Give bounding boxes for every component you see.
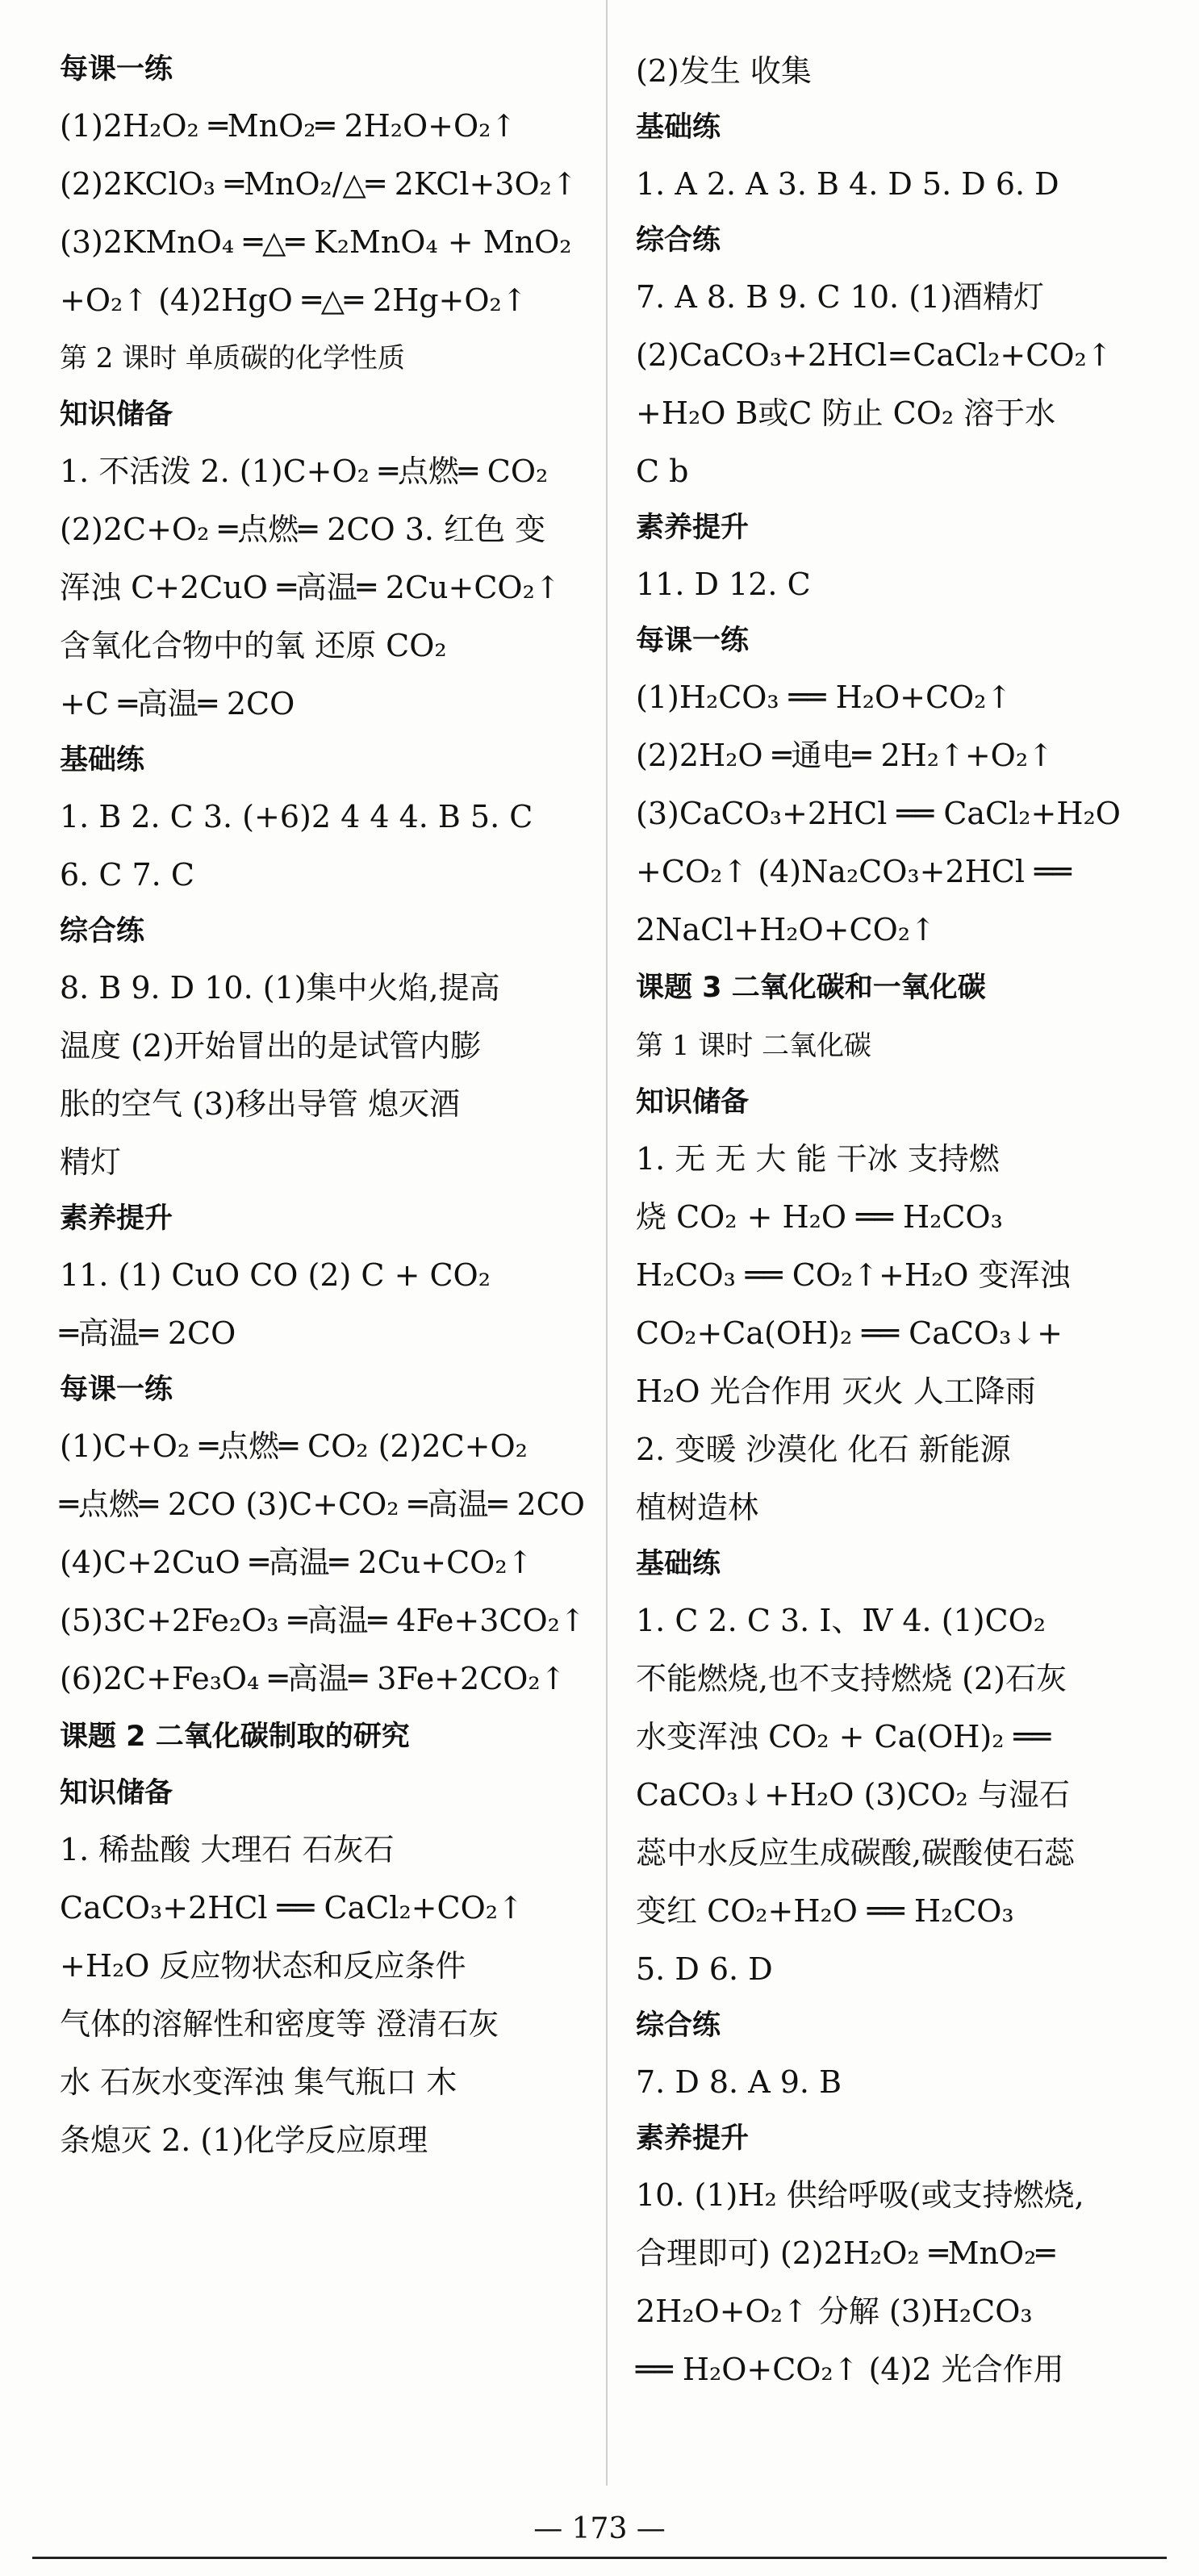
right-column [636, 42, 1160, 2398]
answer-line: (3)2KMnO₄ ═△═ K₂MnO₄ + MnO₂ [60, 224, 572, 260]
answer-line: +H₂O B或C 防止 CO₂ 溶于水 [636, 395, 1056, 431]
lesson-title: 第 1 课时 二氧化碳 [636, 1030, 872, 1062]
answer-line: 水 石灰水变浑浊 集气瓶口 木 [60, 2064, 457, 2100]
answer-line: (2)CaCO₃+2HCl=CaCl₂+CO₂↑ [636, 337, 1113, 373]
answer-line: (2)2KClO₃ ═MnO₂/△═ 2KCl+3O₂↑ [60, 166, 578, 202]
answer-line: C b [636, 454, 689, 489]
answer-line: H₂CO₃ ══ CO₂↑+H₂O 变浑浊 [636, 1257, 1071, 1293]
answer-line: 气体的溶解性和密度等 澄清石灰 [60, 2006, 499, 2042]
section-heading: 每课一练 [636, 625, 750, 657]
answer-line: 8. B 9. D 10. (1)集中火焰,提高 [60, 970, 500, 1006]
section-heading: 综合练 [60, 915, 145, 947]
answer-line: 胀的空气 (3)移出导管 熄灭酒 [60, 1086, 460, 1122]
answer-line: 5. D 6. D [636, 1951, 773, 1987]
answer-line: +O₂↑ (4)2HgO ═△═ 2Hg+O₂↑ [60, 282, 528, 318]
section-heading: 素养提升 [636, 512, 750, 544]
section-heading: 知识储备 [60, 399, 173, 431]
answer-line: CaCO₃+2HCl ══ CaCl₂+CO₂↑ [60, 1890, 524, 1926]
answer-line: (3)CaCO₃+2HCl ══ CaCl₂+H₂O [636, 796, 1121, 831]
lesson-title: 第 2 课时 单质碳的化学性质 [60, 342, 406, 374]
section-heading: 素养提升 [636, 2122, 750, 2155]
section-heading: 每课一练 [60, 1374, 173, 1406]
answer-line: (2)2H₂O ═通电═ 2H₂↑+O₂↑ [636, 738, 1054, 773]
answer-line: +H₂O 反应物状态和反应条件 [60, 1948, 466, 1984]
answer-line: 2. 变暖 沙漠化 化石 新能源 [636, 1432, 1011, 1467]
lesson-title: 课题 3 二氧化碳和一氧化碳 [636, 972, 986, 1004]
answer-line: (4)C+2CuO ═高温═ 2Cu+CO₂↑ [60, 1545, 533, 1580]
answer-line: 1. B 2. C 3. (+6)2 4 4 4. B 5. C [60, 799, 533, 834]
answer-line: 7. A 8. B 9. C 10. (1)酒精灯 [636, 279, 1045, 315]
section-heading: 基础练 [60, 744, 145, 776]
answer-line: 11. (1) CuO CO (2) C + CO₂ [60, 1257, 491, 1293]
answer-line: 水变浑浊 CO₂ + Ca(OH)₂ ══ [636, 1719, 1051, 1754]
answer-line: 精灯 [60, 1144, 122, 1180]
bottom-rule [32, 2557, 1167, 2559]
answer-line: 合理即可) (2)2H₂O₂ ═MnO₂═ [636, 2235, 1055, 2271]
answer-line: 1. 稀盐酸 大理石 石灰石 [60, 1832, 395, 1867]
answer-line: CO₂+Ca(OH)₂ ══ CaCO₃↓+ [636, 1315, 1063, 1351]
section-heading: 知识储备 [636, 1086, 750, 1119]
answer-line: 6. C 7. C [60, 857, 194, 893]
answer-line: ═点燃═ 2CO (3)C+CO₂ ═高温═ 2CO [60, 1487, 585, 1522]
section-heading: 综合练 [636, 224, 721, 257]
left-column [60, 42, 586, 2169]
answer-line: (2)发生 收集 [636, 53, 812, 89]
answer-line: 条熄灭 2. (1)化学反应原理 [60, 2122, 428, 2158]
section-heading: 素养提升 [60, 1202, 173, 1235]
section-heading: 知识储备 [60, 1777, 173, 1809]
column-divider [606, 0, 608, 2486]
answer-line: ═高温═ 2CO [60, 1315, 236, 1351]
section-heading: 基础练 [636, 111, 721, 144]
answer-line: 1. 不活泼 2. (1)C+O₂ ═点燃═ CO₂ [60, 454, 549, 489]
answer-line: 含氧化合物中的氧 还原 CO₂ [60, 628, 447, 663]
answer-line: 11. D 12. C [636, 567, 811, 602]
answer-line: 植树造林 [636, 1490, 759, 1525]
answer-line: 1. 无 无 大 能 干冰 支持燃 [636, 1141, 1000, 1177]
answer-line: (5)3C+2Fe₂O₃ ═高温═ 4Fe+3CO₂↑ [60, 1603, 586, 1638]
answer-line: +CO₂↑ (4)Na₂CO₃+2HCl ══ [636, 854, 1072, 889]
section-heading: 综合练 [636, 2009, 721, 2042]
answer-line: 7. D 8. A 9. B [636, 2064, 842, 2100]
page-number: — 173 — [533, 2512, 666, 2545]
answer-line: (1)2H₂O₂ ═MnO₂═ 2H₂O+O₂↑ [60, 108, 517, 144]
answer-line: 1. A 2. A 3. B 4. D 5. D 6. D [636, 166, 1059, 202]
answer-line: 变红 CO₂+H₂O ══ H₂CO₃ [636, 1893, 1014, 1929]
answer-line: (1)H₂CO₃ ══ H₂O+CO₂↑ [636, 680, 1013, 715]
answer-line: (6)2C+Fe₃O₄ ═高温═ 3Fe+2CO₂↑ [60, 1661, 566, 1696]
answer-line: 2NaCl+H₂O+CO₂↑ [636, 912, 936, 947]
answer-line: (1)C+O₂ ═点燃═ CO₂ (2)2C+O₂ [60, 1428, 528, 1464]
answer-line: 温度 (2)开始冒出的是试管内膨 [60, 1028, 481, 1064]
lesson-title: 课题 2 二氧化碳制取的研究 [60, 1721, 410, 1753]
section-heading: 基础练 [636, 1548, 721, 1580]
answer-line: H₂O 光合作用 灭火 人工降雨 [636, 1374, 1036, 1409]
answer-line: 1. C 2. C 3. Ⅰ、Ⅳ 4. (1)CO₂ [636, 1603, 1046, 1638]
answer-line: ══ H₂O+CO₂↑ (4)2 光合作用 [636, 2352, 1064, 2387]
answer-line: 浑浊 C+2CuO ═高温═ 2Cu+CO₂↑ [60, 570, 561, 605]
answer-line: 2H₂O+O₂↑ 分解 (3)H₂CO₃ [636, 2294, 1033, 2329]
answer-line: 烧 CO₂ + H₂O ══ H₂CO₃ [636, 1199, 1003, 1235]
answer-line: CaCO₃↓+H₂O (3)CO₂ 与湿石 [636, 1777, 1070, 1813]
answer-line: 10. (1)H₂ 供给呼吸(或支持燃烧, [636, 2177, 1084, 2213]
answer-line: +C ═高温═ 2CO [60, 686, 295, 721]
section-heading: 每课一练 [60, 53, 173, 86]
answer-line: (2)2C+O₂ ═点燃═ 2CO 3. 红色 变 [60, 512, 546, 547]
answer-line: 蕊中水反应生成碳酸,碳酸使石蕊 [636, 1835, 1076, 1871]
answer-line: 不能燃烧,也不支持燃烧 (2)石灰 [636, 1661, 1067, 1696]
